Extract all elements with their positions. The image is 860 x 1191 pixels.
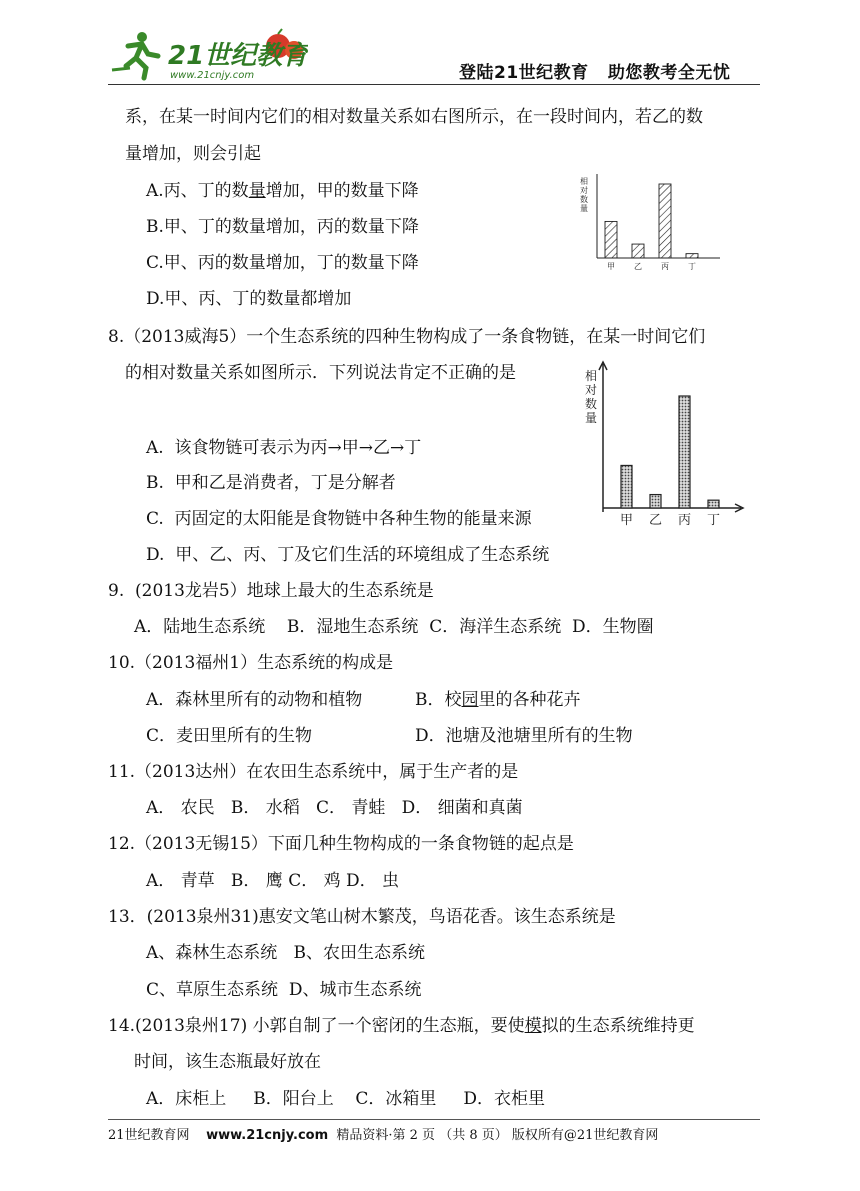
q14-stem-line2: 时间，该生态瓶最好放在 (134, 1052, 321, 1072)
q14-stem-underlined: 模 (524, 1016, 542, 1036)
q14-options: A．床柜上 B．阳台上 C．冰箱里 D．衣柜里 (146, 1089, 546, 1109)
q8-option-b: B. 甲和乙是消费者，丁是分解者 (146, 473, 396, 493)
q10-option-a: A．森林里所有的动物和植物 (146, 690, 363, 710)
y-axis-label: 相对数量 (580, 177, 588, 213)
tick-label-甲: 甲 (607, 262, 615, 271)
q14-stem-pre: 14.(2013泉州17) 小郭自制了一个密闭的生态瓶，要使 (108, 1016, 525, 1036)
bar-丙 (659, 184, 671, 258)
q7-stem-line1: 系，在某一时间内它们的相对数量关系如右图所示，在一段时间内，若乙的数 (125, 107, 703, 127)
bar-乙 (650, 495, 661, 508)
bar-丁 (708, 500, 719, 508)
q8-stem-line1: 8.（2013威海5）一个生态系统的四种生物构成了一条食物链，在某一时间它们 (108, 327, 706, 347)
q14-stem-line1 (108, 1015, 695, 1037)
tick-label-丁: 丁 (688, 262, 696, 271)
bar-丁 (686, 254, 698, 258)
q10-option-b-underlined: 园 (461, 690, 479, 710)
q13-options-line1: A、森林生态系统 B、农田生态系统 (146, 943, 425, 963)
footer-url[interactable]: www.21cnjy.com (206, 1128, 329, 1143)
bar-丙 (679, 396, 690, 508)
logo-url: www.21cnjy.com (170, 70, 255, 81)
header-divider (108, 84, 760, 85)
q7-option-a (146, 180, 419, 202)
q10-option-c: C．麦田里所有的生物 (146, 726, 313, 746)
q8-stem-line2: 的相对数量关系如图所示．下列说法肯定不正确的是 (125, 363, 516, 383)
q11-stem: 11.（2013达州）在农田生态系统中，属于生产者的是 (108, 762, 519, 782)
footer-site: 21世纪教育网 (108, 1128, 190, 1143)
q13-stem: 13．(2013泉州31)惠安文笔山树木繁茂，鸟语花香。该生态系统是 (108, 907, 616, 927)
tick-label-丙: 丙 (661, 262, 669, 271)
logo (108, 28, 308, 82)
footer-divider (108, 1119, 760, 1120)
tick-label-丁: 丁 (706, 513, 721, 528)
q13-options-line2: C、草原生态系统 D、城市生态系统 (146, 980, 422, 1000)
q8-option-a: A. 该食物链可表示为丙→甲→乙→丁 (146, 438, 422, 458)
q7-bar-chart (572, 170, 722, 280)
q8-bar-chart (585, 360, 745, 535)
q7-option-a-post: 增加，甲的数量下降 (265, 181, 419, 201)
bar-乙 (632, 244, 644, 258)
bar-甲 (621, 465, 632, 508)
q10-option-b (415, 689, 581, 711)
q7-option-b: B.甲、丁的数量增加，丙的数量下降 (146, 217, 419, 237)
q8-option-d: D. 甲、乙、丙、丁及它们生活的环境组成了生态系统 (146, 545, 550, 565)
q7-option-a-underlined: 量 (248, 181, 266, 201)
page-header (0, 0, 860, 90)
header-slogan: 登陆21世纪教育 助您教考全无忧 (459, 63, 731, 83)
tick-label-丙: 丙 (677, 513, 692, 528)
bar-甲 (605, 221, 617, 258)
q9-stem: 9. (2013龙岩5）地球上最大的生态系统是 (108, 581, 434, 601)
q9-options: A．陆地生态系统 B．湿地生态系统 C．海洋生态系统 D．生物圈 (134, 617, 654, 637)
q10-option-b-pre: B．校 (415, 690, 462, 710)
q14-stem-post: 拟的生态系统维持更 (541, 1016, 695, 1036)
q12-stem: 12.（2013无锡15）下面几种生物构成的一条食物链的起点是 (108, 834, 574, 854)
q12-options: A． 青草 B． 鹰 C． 鸡 D． 虫 (146, 871, 400, 891)
q10-stem: 10.（2013福州1）生态系统的构成是 (108, 653, 394, 673)
tick-label-甲: 甲 (619, 513, 634, 528)
page-footer (108, 1124, 658, 1143)
q8-option-c: C. 丙固定的太阳能是食物链中各种生物的能量来源 (146, 509, 532, 529)
tick-label-乙: 乙 (634, 262, 642, 271)
logo-text: 21世纪教育 (168, 41, 308, 71)
runner-icon (112, 32, 158, 78)
tick-label-乙: 乙 (648, 513, 663, 528)
q10-option-d: D．池塘及池塘里所有的生物 (415, 726, 633, 746)
q7-option-c: C.甲、丙的数量增加，丁的数量下降 (146, 253, 419, 273)
q10-option-b-post: 里的各种花卉 (478, 690, 581, 710)
q7-stem-line2: 量增加，则会引起 (125, 144, 261, 164)
q7-option-a-pre: A.丙、丁的数 (146, 181, 249, 201)
y-axis-label: 相对数量 (585, 369, 598, 425)
q11-options: A． 农民 B． 水稻 C． 青蛙 D． 细菌和真菌 (146, 798, 523, 818)
footer-page-info: 精品资料·第 2 页 （共 8 页） 版权所有@21世纪教育网 (336, 1128, 659, 1143)
q7-option-d: D.甲、丙、丁的数量都增加 (146, 289, 352, 309)
